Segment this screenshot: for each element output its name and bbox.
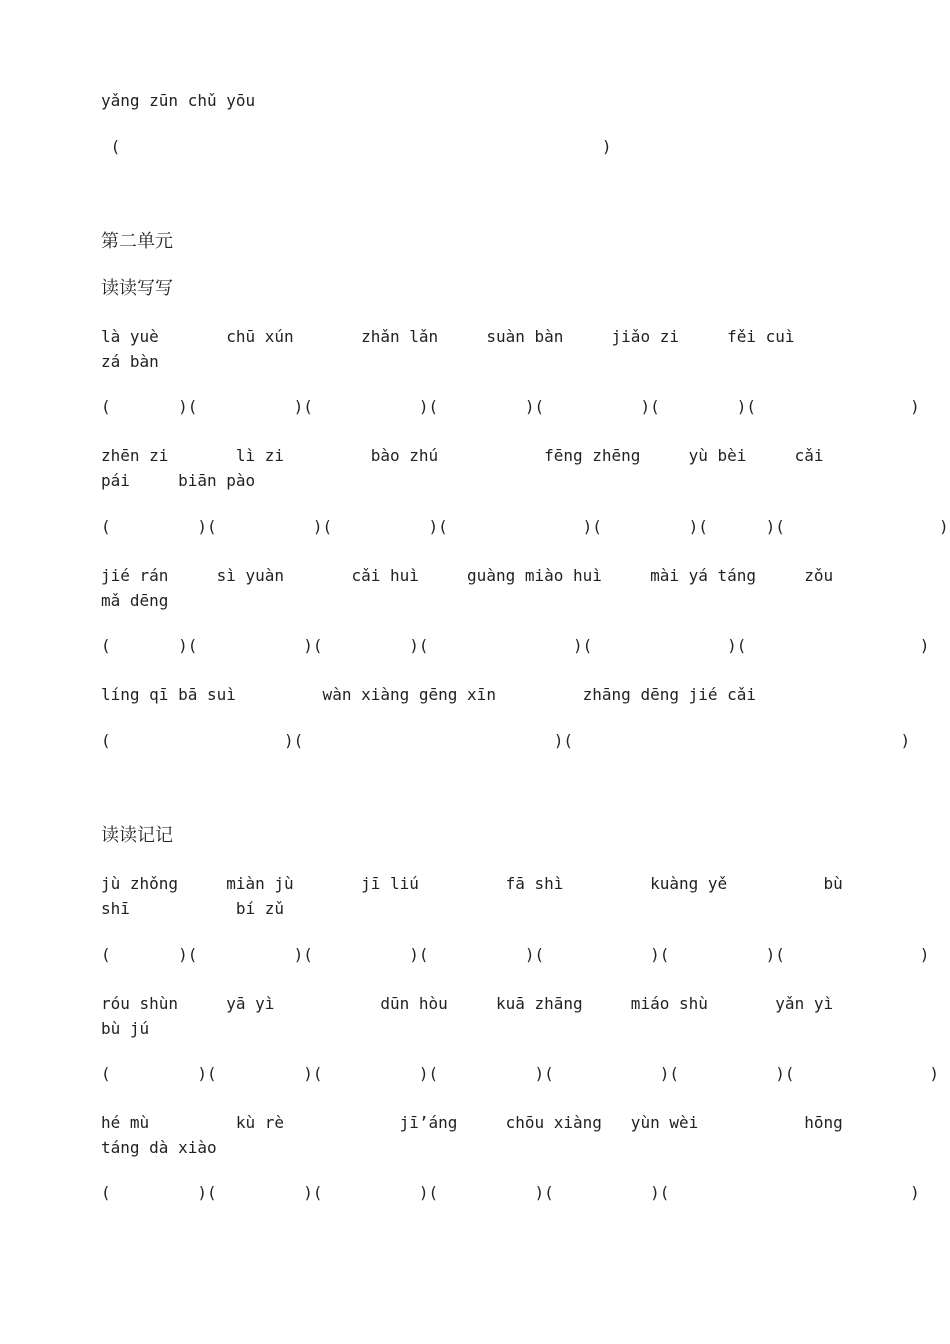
pinyin-line-top: yǎng zūn chǔ yōu — [101, 91, 256, 110]
pinyin-line: jù zhǒng miàn jù jī liú fā shì kuàng yě bù shī bí zǔ — [101, 874, 853, 918]
answer-blank-top: ( ) — [101, 137, 612, 156]
answer-blanks: ( )( )( )( )( )( )( ) — [101, 397, 920, 416]
section-title-read-write: 读读写写 — [101, 278, 173, 299]
answer-blanks: ( )( )( )( )( )( )( ) — [101, 1064, 940, 1083]
answer-blanks: ( )( )( )( )( )( ) — [101, 636, 930, 655]
pinyin-line: róu shùn yā yì dūn hòu kuā zhāng miáo shù yǎn yì bù jú — [101, 994, 920, 1038]
pinyin-line: jié rán sì yuàn cǎi huì guàng miào huì mài yá táng zǒu mǎ dēng — [101, 566, 843, 610]
answer-blanks: ( )( )( )( )( )( )( ) — [101, 945, 930, 964]
section-title-read-remember: 读读记记 — [101, 825, 173, 846]
pinyin-line: hé mù kù rè jī’áng chōu xiàng yùn wèi hōng táng dà xiào — [101, 1113, 853, 1157]
answer-blanks: ( )( )( )( )( )( ) — [101, 1183, 920, 1202]
answer-blanks: ( )( )( )( )( )( )( ) — [101, 517, 949, 536]
pinyin-line: líng qī bā suì wàn xiàng gēng xīn zhāng dēng jié cǎi — [101, 685, 757, 704]
unit-title: 第二单元 — [101, 231, 173, 252]
pinyin-line: zhēn zi lì zi bào zhú fēng zhēng yù bèi cǎi pái biān pào — [101, 446, 834, 490]
answer-blanks: ( )( )( ) — [101, 731, 911, 750]
pinyin-line: là yuè chū xún zhǎn lǎn suàn bàn jiǎo zi fěi cuì zá bàn — [101, 327, 853, 371]
